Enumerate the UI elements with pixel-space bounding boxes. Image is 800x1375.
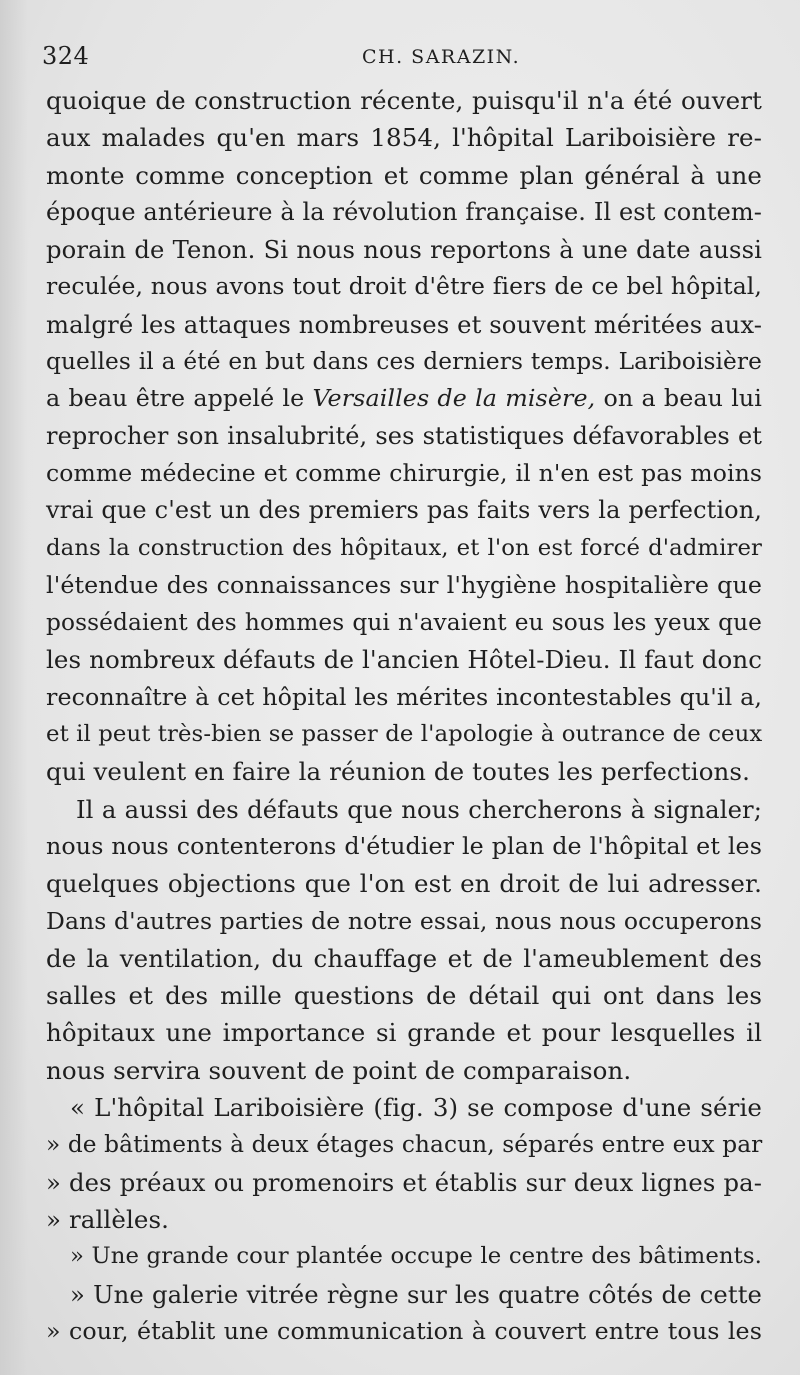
- text-line: nous nous contenterons d'étudier le plan de l'hôpital et les: [46, 831, 762, 860]
- text-line: Dans d'autres parties de notre essai, nous nous occuperons: [46, 906, 763, 935]
- text-line: comme médecine et comme chirurgie, il n'en est pas moins: [46, 458, 762, 487]
- page-number: 324: [42, 42, 90, 70]
- text-line: époque antérieure à la révolution française. Il est contem-: [46, 197, 762, 226]
- quote-line: « L'hôpital Lariboisière (fig. 3) se compose d'une série: [70, 1093, 762, 1123]
- body-text: [46, 82, 762, 1350]
- text-line: quelles il a été en but dans ces derniers temps. Lariboisière: [46, 348, 762, 376]
- text-line: hôpitaux une importance si grande et pour lesquelles il: [46, 1018, 762, 1048]
- text-line: reprocher son insalubrité, ses statistiques défavorables et: [46, 421, 762, 450]
- text-line: les nombreux défauts de l'ancien Hôtel-Dieu. Il faut donc: [46, 645, 763, 675]
- page-gutter-shadow: [0, 0, 28, 1375]
- text-line: salles et des mille questions de détail qui ont dans les: [46, 981, 762, 1011]
- text-line: vrai que c'est un des premiers pas faits vers la perfection,: [46, 496, 762, 525]
- text-line: quelques objections que l'on est en droit de lui adresser.: [46, 869, 762, 899]
- text-segment: on a beau lui: [603, 384, 763, 413]
- text-segment: a beau être appelé le: [46, 384, 305, 413]
- text-line: reculée, nous avons tout droit d'être fiers de ce bel hôpital,: [46, 272, 762, 301]
- text-line: porain de Tenon. Si nous nous reportons à une date aussi: [46, 235, 762, 265]
- running-head: CH. SARAZIN.: [362, 46, 521, 68]
- page-header: [42, 36, 762, 76]
- italic-phrase: Versailles de la misère,: [312, 384, 596, 413]
- text-line: de la ventilation, du chauffage et de l'ameublement des: [46, 943, 762, 973]
- quote-line: » cour, établit une communication à couvert entre tous les: [46, 1316, 762, 1345]
- quote-line: » rallèles.: [46, 1204, 170, 1234]
- paragraph-first-line: Il a aussi des défauts que nous chercherons à signaler;: [76, 794, 762, 824]
- text-line: possédaient des hommes qui n'avaient eu sous les yeux que: [46, 609, 762, 637]
- quote-line: » Une grande cour plantée occupe le centre des bâtiments.: [70, 1243, 762, 1270]
- text-line: monte comme conception et comme plan général à une: [46, 160, 762, 190]
- quote-line: » de bâtiments à deux étages chacun, séparés entre eux par: [46, 1131, 763, 1159]
- text-line: reconnaître à cet hôpital les mérites incontestables qu'il a,: [46, 682, 762, 711]
- text-line: nous servira souvent de point de comparaison.: [46, 1055, 632, 1085]
- quote-line: » des préaux ou promenoirs et établis sur deux lignes pa-: [46, 1167, 762, 1197]
- text-line: et il peut très-bien se passer de l'apologie à outrance de ceux: [46, 721, 763, 748]
- text-line: malgré les attaques nombreuses et souvent méritées aux-: [46, 309, 762, 339]
- text-line-with-italic: [46, 380, 762, 417]
- text-line: dans la construction des hôpitaux, et l'on est forcé d'admirer: [46, 534, 762, 561]
- text-line: l'étendue des connaissances sur l'hygiène hospitalière que: [46, 570, 762, 599]
- text-line: quoique de construction récente, puisqu'il n'a été ouvert: [46, 86, 762, 115]
- text-line: qui veulent en faire la réunion de toutes les perfections.: [46, 757, 750, 787]
- text-line: aux malades qu'en mars 1854, l'hôpital Lariboisière re-: [46, 123, 762, 153]
- quote-line: » Une galerie vitrée règne sur les quatre côtés de cette: [70, 1279, 762, 1309]
